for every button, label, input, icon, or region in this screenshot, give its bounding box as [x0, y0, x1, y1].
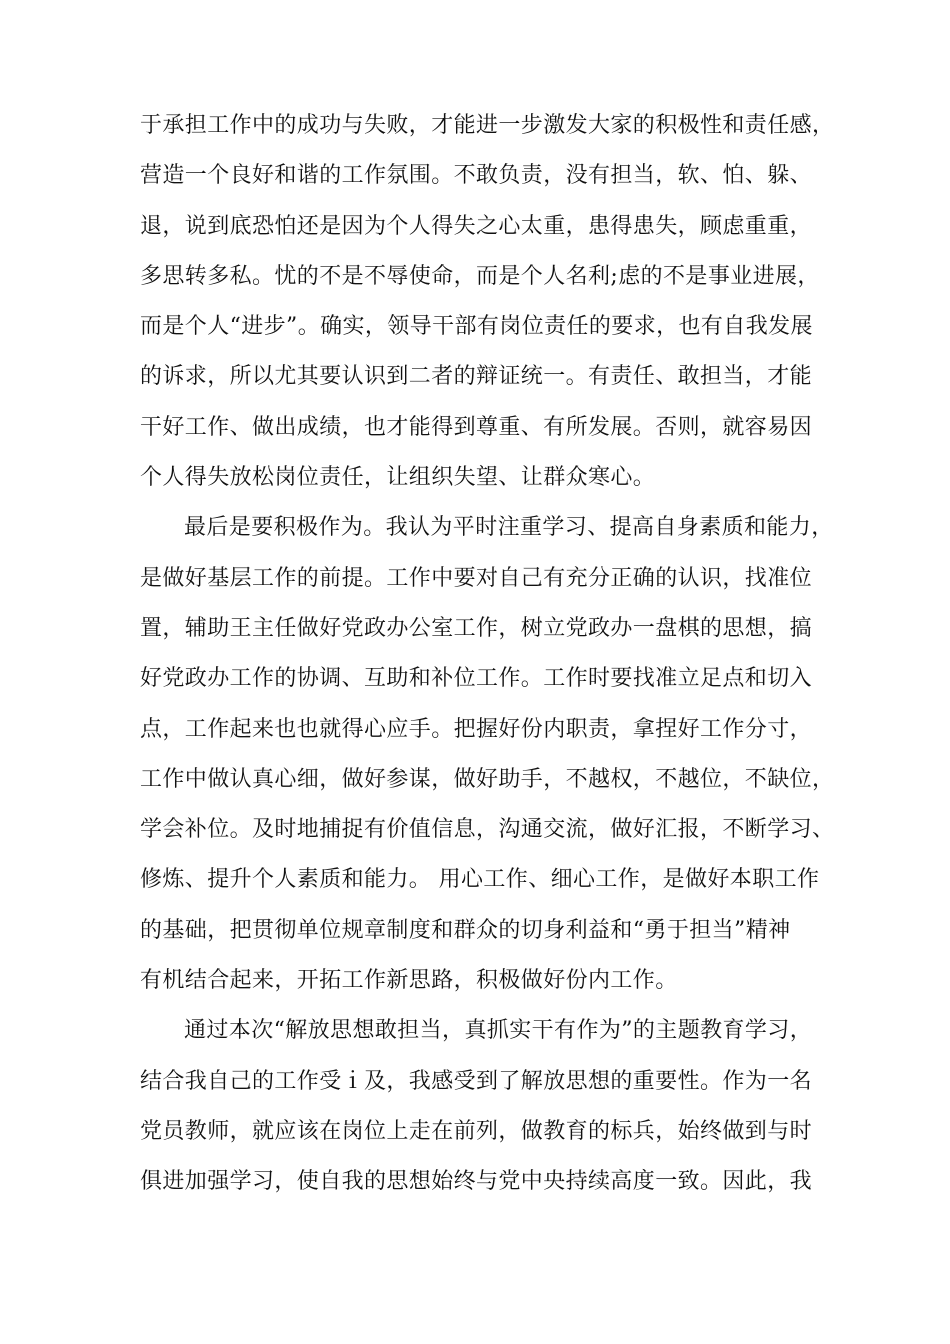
text-line: 置，辅助王主任做好党政办公室工作，树立党政办一盘棋的思想，搞	[140, 615, 813, 641]
text-line: 点，工作起来也也就得心应手。把握好份内职责，拿捏好工作分寸，	[140, 716, 813, 742]
text-line: 结合我自己的工作受ｉ及，我感受到了解放思想的重要性。作为一名	[140, 1068, 813, 1094]
text-line: 而是个人“进步”。确实，领导干部有岗位责任的要求，也有自我发展	[140, 314, 813, 340]
text-line: 营造一个良好和谐的工作氛围。不敢负责，没有担当，软、怕、躲、	[140, 163, 813, 189]
text-line: 退，说到底恐怕还是因为个人得失之心太重，患得患失，顾虑重重，	[140, 213, 813, 239]
text-line: 多思转多私。忧的不是不辱使命，而是个人名利;虑的不是事业进展，	[140, 263, 820, 289]
text-line: 是做好基层工作的前提。工作中要对自己有充分正确的认识，找准位	[140, 565, 813, 591]
text-line: 好党政办工作的协调、互助和补位工作。工作时要找准立足点和切入	[140, 666, 813, 692]
text-line: 修炼、提升个人素质和能力。 用心工作、细心工作，是做好本职工作	[140, 867, 820, 893]
text-line: 个人得失放松岗位责任，让组织失望、让群众寒心。	[140, 465, 656, 491]
text-line: 俱进加强学习，使自我的思想始终与党中央持续高度一致。因此，我	[140, 1169, 813, 1195]
text-line: 干好工作、做出成绩，也才能得到尊重、有所发展。否则，就容易因	[140, 414, 813, 440]
text-line: 的诉求，所以尤其要认识到二者的辩证统一。有责任、敢担当，才能	[140, 364, 813, 390]
text-line: 党员教师，就应该在岗位上走在前列，做教育的标兵，始终做到与时	[140, 1118, 813, 1144]
text-line: 的基础，把贯彻单位规章制度和群众的切身利益和“勇于担当”精神	[140, 917, 791, 943]
text-line: 学会补位。及时地捕捉有价值信息，沟通交流，做好汇报，不断学习、	[140, 817, 835, 843]
text-line: 有机结合起来，开拓工作新思路，积极做好份内工作。	[140, 968, 678, 994]
text-line: 于承担工作中的成功与失败，才能进一步激发大家的积极性和责任感，	[140, 113, 835, 138]
paragraph-first-line: 通过本次“解放思想敢担当，真抓实干有作为”的主题教育学习，	[184, 1018, 813, 1044]
paragraph-first-line: 最后是要积极作为。我认为平时注重学习、提高自身素质和能力，	[184, 515, 834, 541]
text-line: 工作中做认真心细，做好参谋，做好助手，不越权，不越位，不缺位，	[140, 766, 835, 792]
document-body	[140, 101, 835, 1208]
